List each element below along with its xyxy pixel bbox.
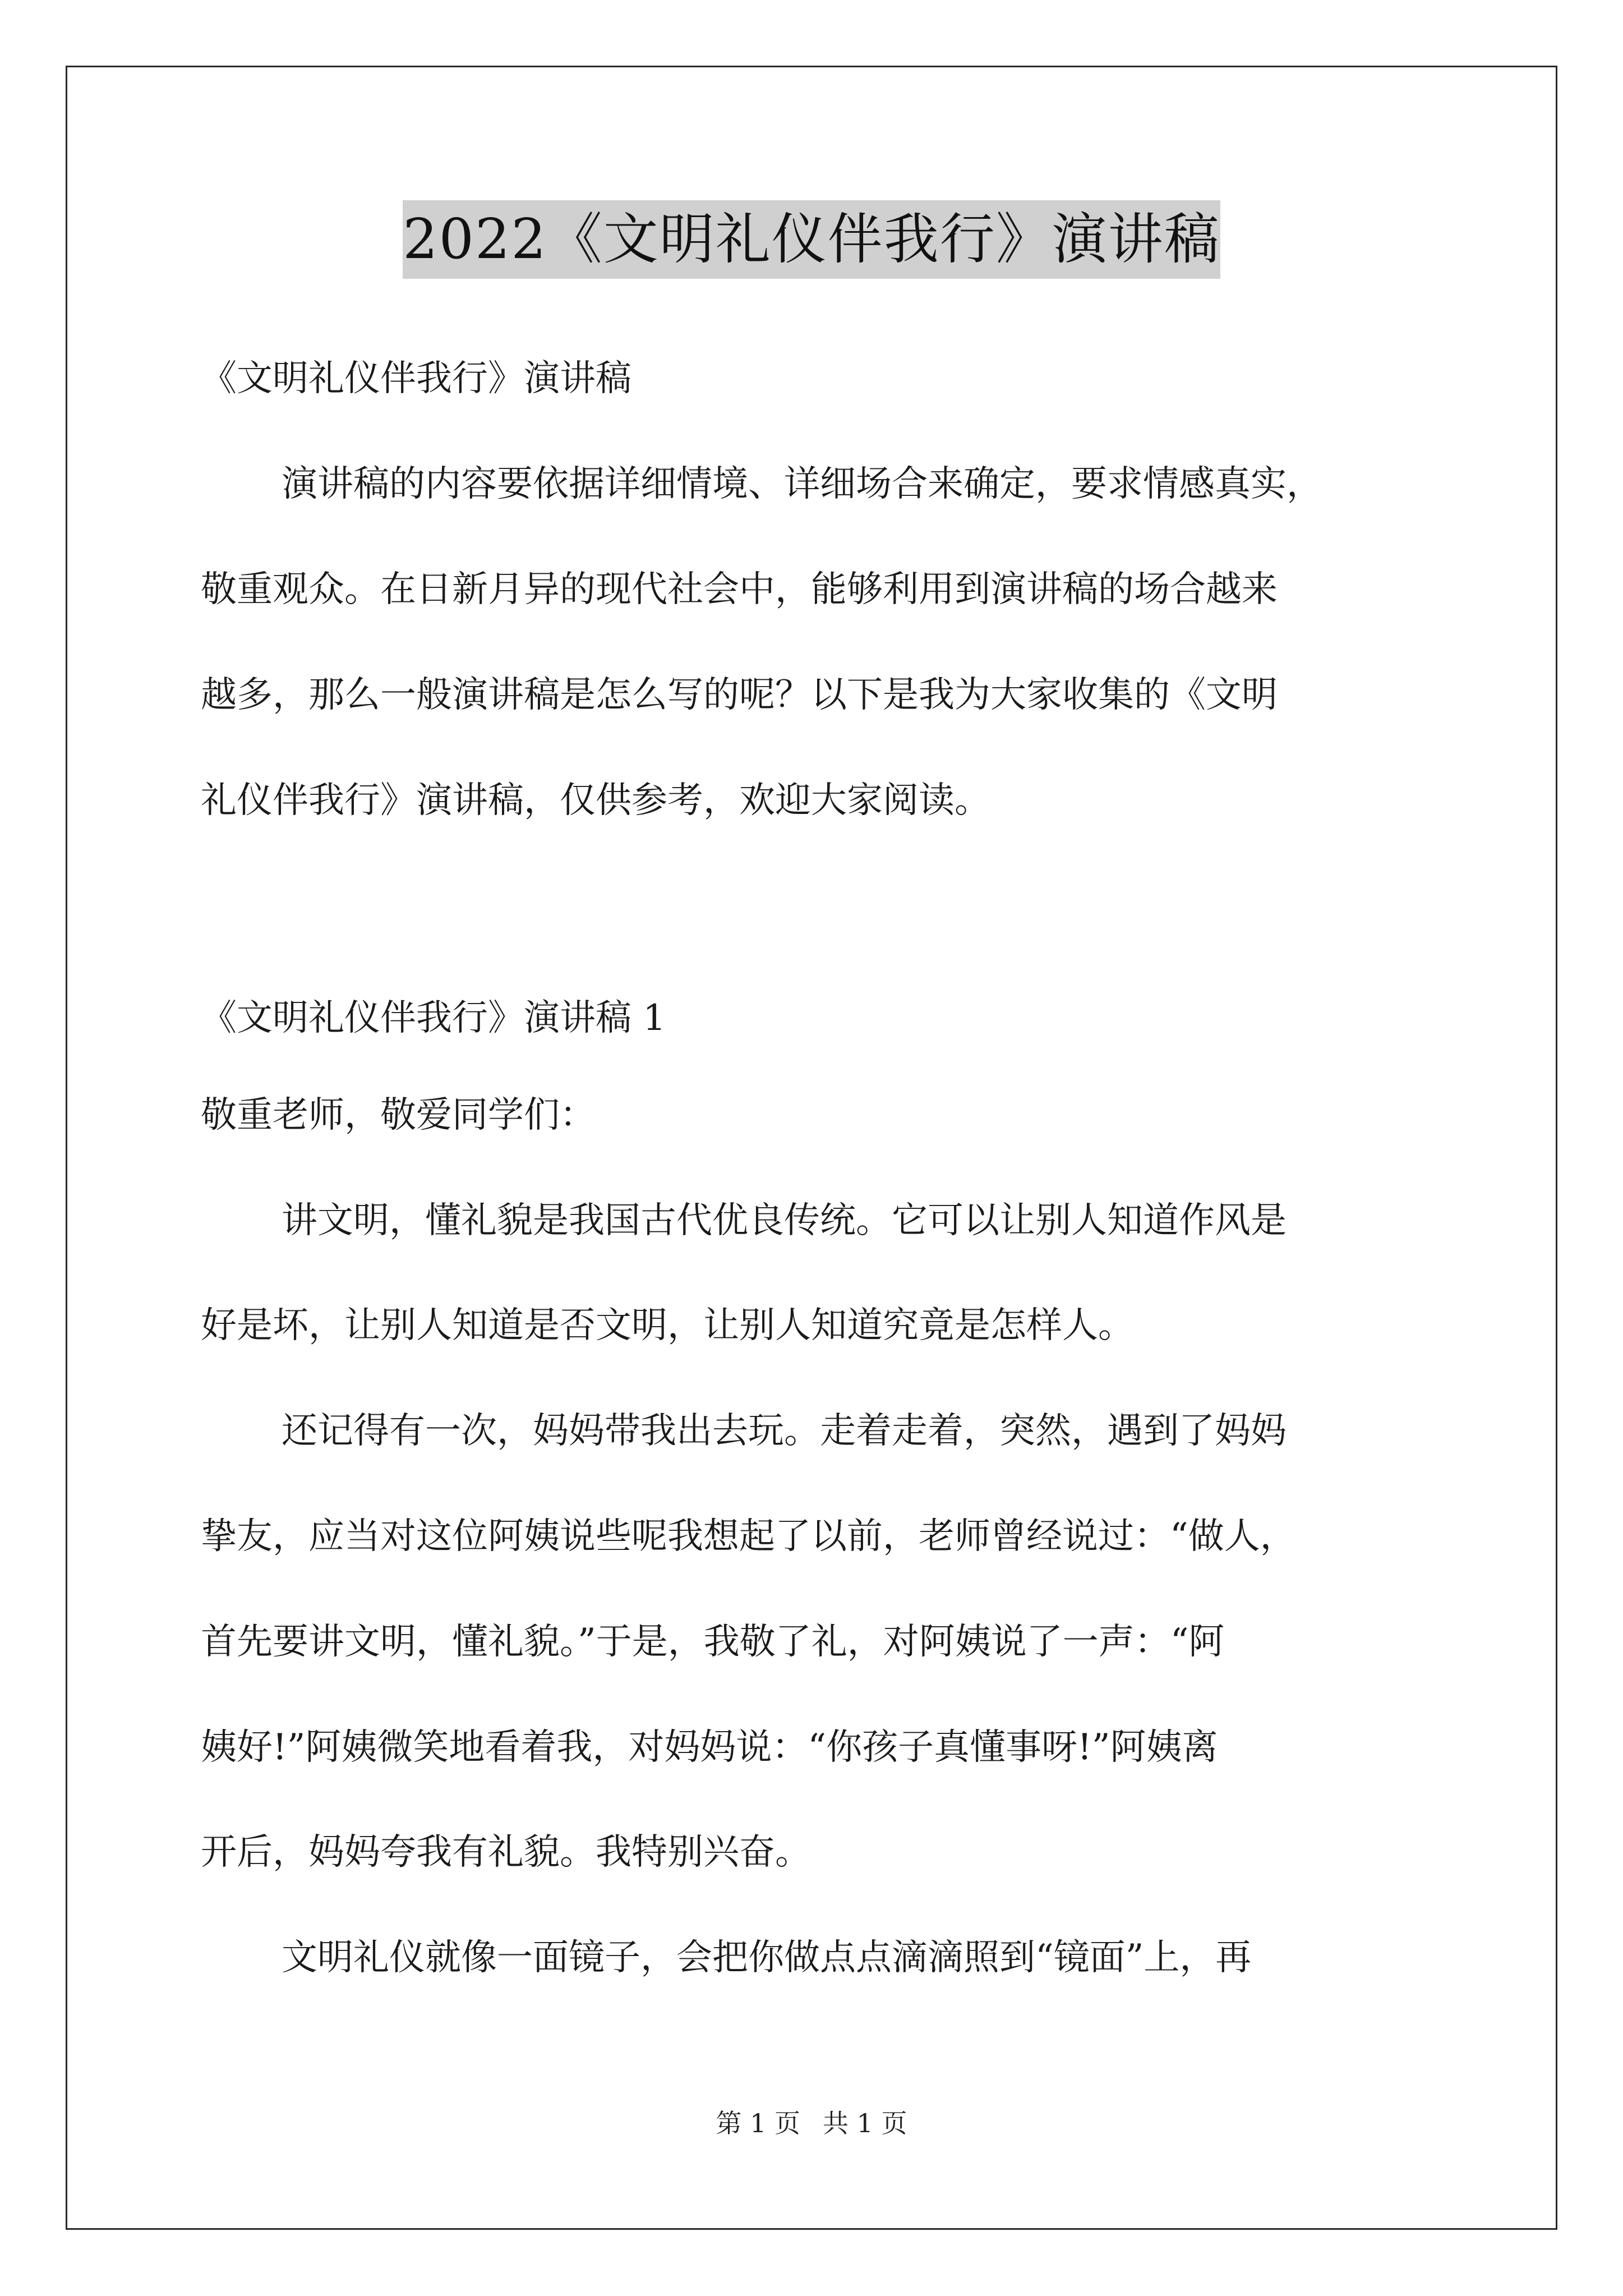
intro-line-2: 敬重观众。在日新月异的现代社会中，能够利用到演讲稿的场合越来: [201, 569, 1278, 610]
paragraph2-line-5: 开后，妈妈夸我有礼貌。我特别兴奋。: [201, 1832, 811, 1873]
paragraph3-line-1: 文明礼仪就像一面镜子，会把你做点点滴滴照到“镜面”上，再: [282, 1937, 1252, 1978]
intro-line-3: 越多，那么一般演讲稿是怎么写的呢？以下是我为大家收集的《文明: [201, 674, 1278, 716]
intro-line-4: 礼仪伴我行》演讲稿，仅供参考，欢迎大家阅读。: [201, 780, 990, 821]
document-subtitle: 《文明礼仪伴我行》演讲稿: [201, 358, 631, 399]
paragraph2-line-1: 还记得有一次，妈妈带我出去玩。走着走着，突然，遇到了妈妈: [282, 1410, 1287, 1452]
paragraph2-line-4: 姨好!”阿姨微笑地看着我，对妈妈说：“你孩子真懂事呀!”阿姨离: [201, 1727, 1218, 1768]
page-number: 第 1 页: [716, 2108, 800, 2138]
section-heading: 《文明礼仪伴我行》演讲稿 1: [201, 997, 666, 1039]
page-footer: [0, 2106, 1623, 2140]
paragraph1-line-2: 好是坏，让别人知道是否文明，让别人知道究竟是怎样人。: [201, 1305, 1134, 1346]
salutation: 敬重老师，敬爱同学们：: [201, 1094, 596, 1136]
document-title: 2022《文明礼仪伴我行》演讲稿: [403, 200, 1220, 279]
page-total: 共 1 页: [823, 2108, 907, 2138]
paragraph1-line-1: 讲文明，懂礼貌是我国古代优良传统。它可以让别人知道作风是: [282, 1200, 1287, 1241]
intro-line-1: 演讲稿的内容要依据详细情境、详细场合来确定，要求情感真实，: [282, 463, 1322, 505]
paragraph2-line-3: 首先要讲文明，懂礼貌。”于是，我敬了礼，对阿姨说了一声：“阿: [201, 1621, 1225, 1663]
title-container: [0, 200, 1623, 279]
paragraph2-line-2: 挚友，应当对这位阿姨说些呢我想起了以前，老师曾经说过：“做人，: [201, 1516, 1296, 1557]
